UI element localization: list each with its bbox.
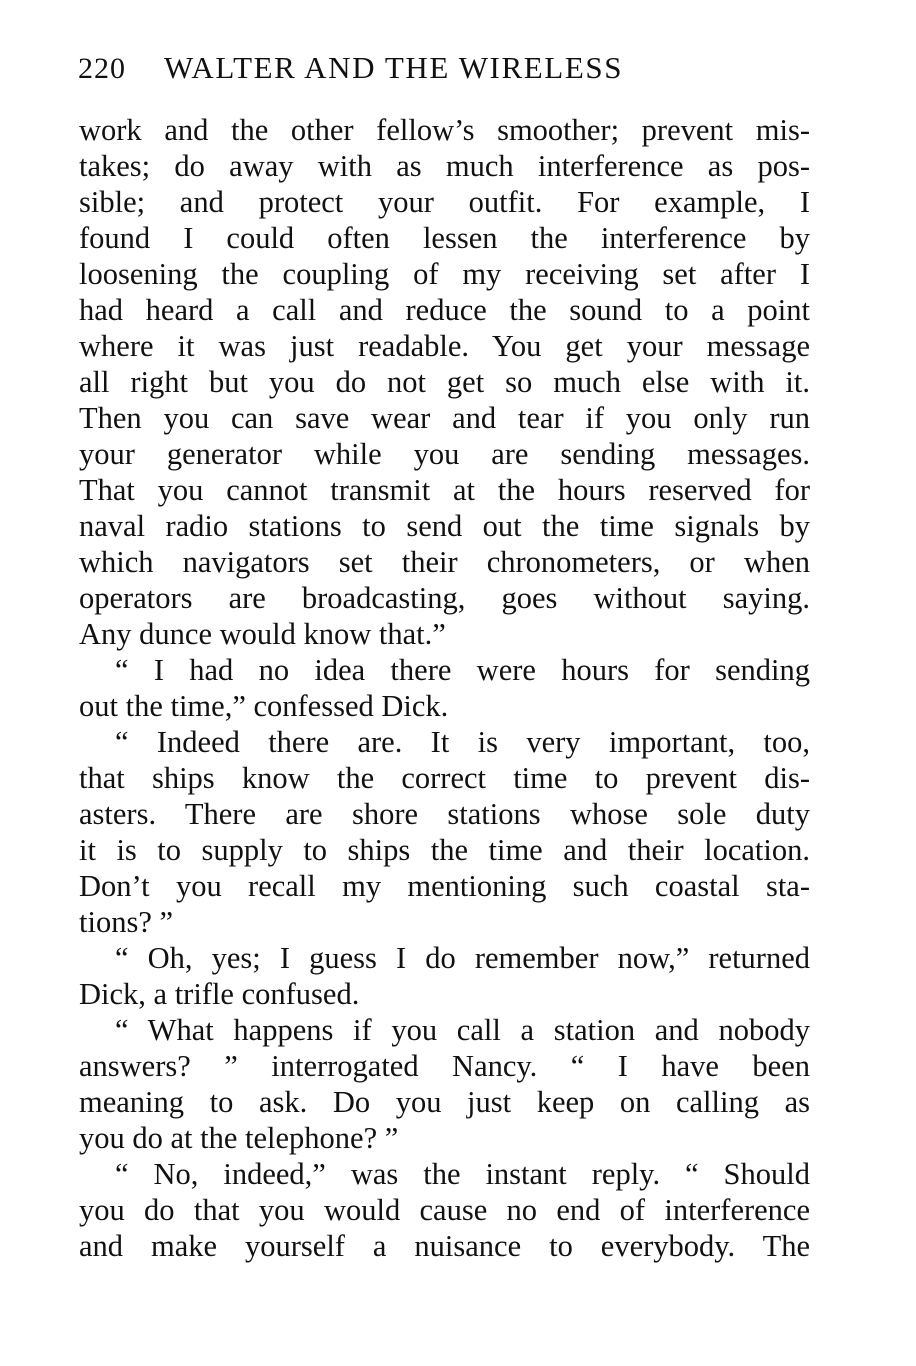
text-line: Then you can save wear and tear if you only run [79, 401, 810, 435]
running-title: WALTER AND THE WIRELESS [164, 50, 624, 85]
text-line: operators are broadcasting, goes without saying. [79, 581, 810, 615]
text-line: takes; do away with as much interference as pos- [79, 149, 810, 183]
text-line: “ I had no idea there were hours for sending [115, 653, 810, 687]
text-line: your generator while you are sending messages. [79, 437, 810, 471]
text-line: “ What happens if you call a station and nobody [115, 1013, 810, 1047]
text-line: you do at the telephone? ” [79, 1121, 399, 1155]
text-line: out the time,” confessed Dick. [79, 689, 449, 723]
text-line: tions? ” [79, 905, 174, 939]
text-line: Dick, a trifle confused. [79, 977, 360, 1011]
text-line: meaning to ask. Do you just keep on calling as [79, 1085, 810, 1119]
text-line: Any dunce would know that.” [79, 617, 446, 651]
text-line: all right but you do not get so much else with it. [79, 365, 810, 399]
text-line: answers? ” interrogated Nancy. “ I have been [79, 1049, 810, 1083]
text-line: asters. There are shore stations whose sole duty [79, 797, 810, 831]
text-line: “ No, indeed,” was the instant reply. “ Should [115, 1157, 810, 1191]
text-line: that ships know the correct time to prevent dis- [79, 761, 810, 795]
text-line: Don’t you recall my mentioning such coastal sta- [79, 869, 810, 903]
text-line: loosening the coupling of my receiving set after I [79, 257, 810, 291]
text-line: found I could often lessen the interference by [79, 221, 810, 255]
text-line: “ Indeed there are. It is very important, too, [115, 725, 810, 759]
text-line: sible; and protect your outfit. For example, I [79, 185, 810, 219]
page-number: 220 [78, 52, 126, 85]
text-line: and make yourself a nuisance to everybody. The [79, 1229, 810, 1263]
text-line: naval radio stations to send out the time signals by [79, 509, 810, 543]
body-text [79, 112, 810, 1264]
text-line: had heard a call and reduce the sound to a point [79, 293, 810, 327]
text-line: That you cannot transmit at the hours reserved for [79, 473, 810, 507]
text-line: which navigators set their chronometers, or when [79, 545, 810, 579]
text-line: it is to supply to ships the time and their location. [79, 833, 810, 867]
text-line: “ Oh, yes; I guess I do remember now,” returned [115, 941, 810, 975]
text-line: work and the other fellow’s smoother; prevent mis- [79, 113, 810, 147]
text-line: where it was just readable. You get your message [79, 329, 810, 363]
text-line: you do that you would cause no end of interference [79, 1193, 810, 1227]
page-header [78, 50, 808, 94]
